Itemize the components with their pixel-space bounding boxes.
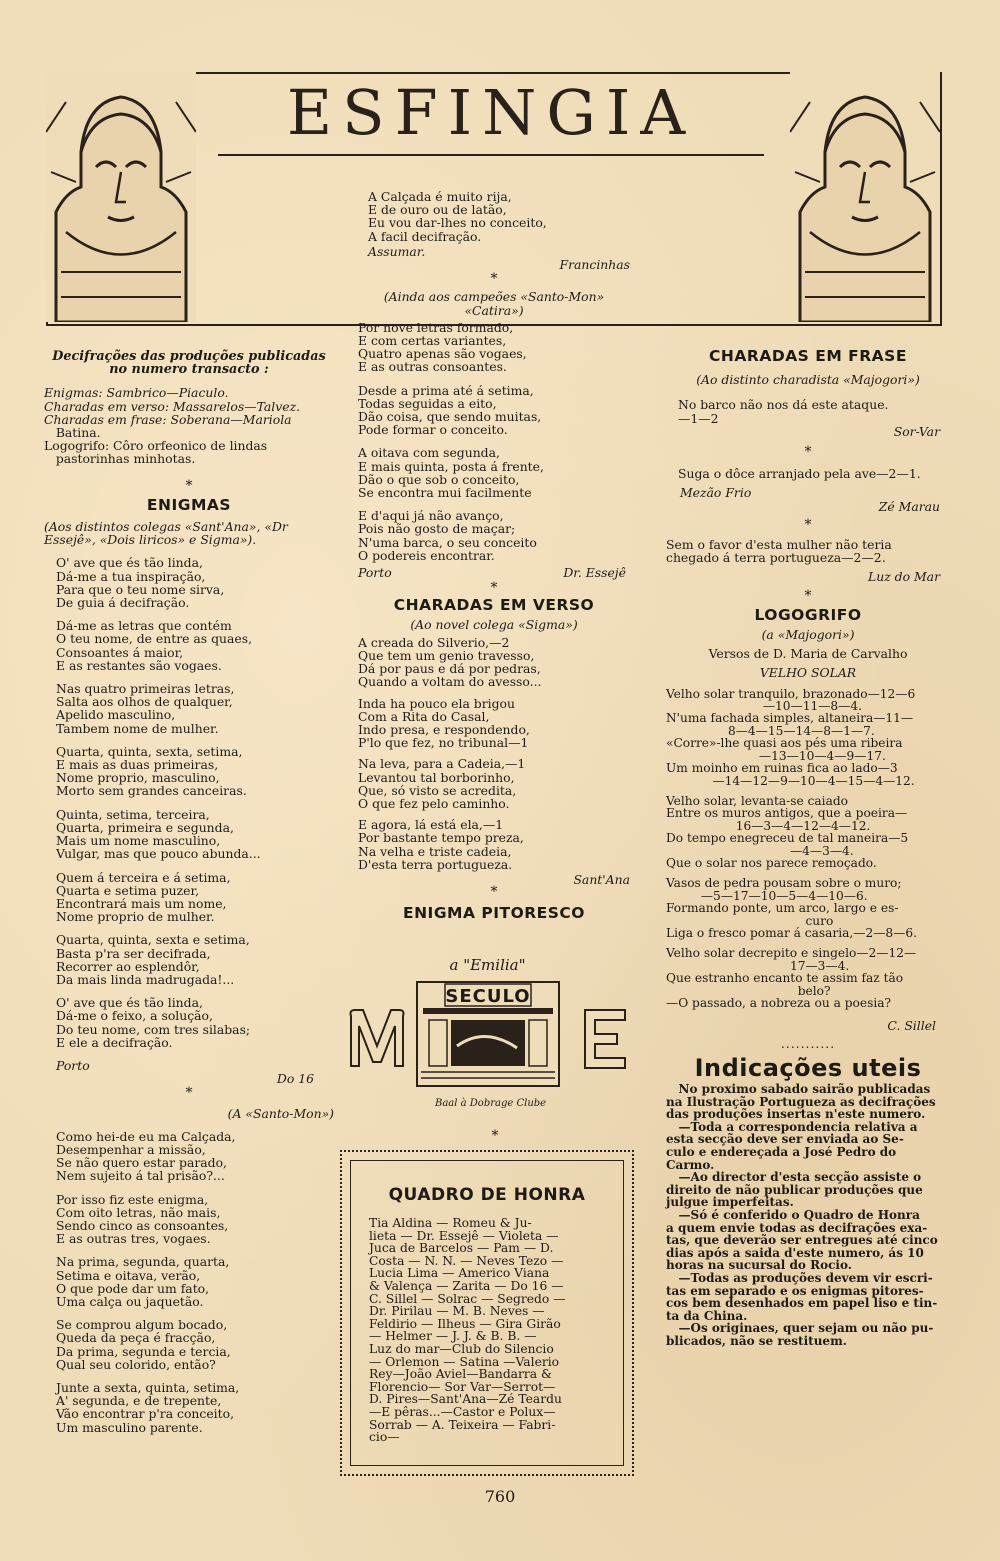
logogrifo-subtitle: Versos de D. Maria de Carvalho xyxy=(708,646,908,662)
charada-stanza: Na leva, para a Cadeia,—1 Levantou tal borborinho, Que, só visto se acredita, O que fez pelo caminho. xyxy=(358,756,526,811)
logogrifo-heading: LOGOGRIFO xyxy=(754,605,862,624)
honour-line: & Valença — Zarita — Do 16 — xyxy=(369,1278,564,1293)
honour-line: Rey—João Aviel—Bandarra & xyxy=(369,1367,552,1382)
quadro-de-honra-heading: QUADRO DE HONRA xyxy=(388,1185,586,1205)
indicacoes-text xyxy=(666,1083,950,1347)
poem-line: —5—17—10—5—4—10—6. xyxy=(666,888,868,903)
indicacoes-line: esta secção deve ser enviada ao Se- xyxy=(666,1132,904,1147)
enigma-signature: Dr. Essejê xyxy=(563,565,626,581)
honour-line: — Helmer — J. J. & B. B. — xyxy=(369,1329,537,1344)
poem-line: —10—11—8—4. xyxy=(666,699,862,714)
honour-line: Lucia Lima — Americo Viana xyxy=(369,1266,550,1281)
enigma-stanza: Junte a sexta, quinta, setima, A' segunda, e de trepente, Vão encontrar p'ra conceito, Um masculino parente. xyxy=(56,1380,240,1435)
indicacoes-line: —Só é conferido o Quadro de Honra xyxy=(666,1207,920,1222)
charadas-frase-heading: CHARADAS EM FRASE xyxy=(709,347,907,365)
indicacoes-line: direito de não publicar produções que xyxy=(666,1182,923,1197)
middle-column xyxy=(358,190,630,921)
indicacoes-line: Carmo. xyxy=(666,1157,715,1172)
honour-line: lieta — Dr. Essejê — Violeta — xyxy=(369,1228,559,1243)
enigma-dedication: (A «Santo-Mon») xyxy=(227,1105,334,1121)
logogrifo-poem-title: VELHO SOLAR xyxy=(759,665,857,681)
enigma-signature: Do 16 xyxy=(276,1071,314,1087)
right-column xyxy=(666,347,950,1348)
charada-stanza: E agora, lá está ela,—1 Por bastante tempo preza, Na velha e triste cadeia, D'esta terra portugueza. xyxy=(358,817,524,872)
indicacoes-line: ta da China. xyxy=(666,1308,748,1323)
sphinx-right-illustration xyxy=(790,72,940,322)
poem-line: —O passado, a nobreza ou a poesia? xyxy=(666,996,892,1010)
decifracoes-line: pastorinhas minhotas. xyxy=(44,451,196,467)
enigma-stanza: Por isso fiz este enigma, Com oito letras, não mais, Sendo cinco as consoantes, E as outras tres, vogaes. xyxy=(56,1191,229,1247)
indicacoes-line: blicados, não se restituem. xyxy=(666,1333,847,1348)
honour-line: — Orlemon — Satina —Valerio xyxy=(369,1354,560,1369)
poem-line: Velho solar, levanta-se caiado xyxy=(666,793,848,808)
enigmas-heading: ENIGMAS xyxy=(146,495,232,514)
poem-line: Liga o fresco pomar á casaria,—2—8—6. xyxy=(666,925,917,940)
enigma-signature-place: Assumar. xyxy=(368,243,426,259)
enigma-stanza: O' ave que és tão linda, Dá-me a tua inspiração, Para que o teu nome sirva, De guia á decifração. xyxy=(56,555,225,611)
poem-line: Velho solar decrepito e singelo—2—12— xyxy=(666,946,917,961)
charada-signature: Sor-Var xyxy=(893,423,940,439)
quadro-de-honra-inner xyxy=(350,1160,624,1466)
indicacoes-line: julgue imperfeitas. xyxy=(666,1195,794,1210)
title-banner xyxy=(218,72,764,156)
indicacoes-line: horas na sucursal do Rocio. xyxy=(666,1258,852,1273)
poem-line: N'uma fachada simples, altaneira—11— xyxy=(666,711,914,726)
poem-line: «Corre»-lhe quasi aos pés uma ribeira xyxy=(666,736,903,751)
enigma-signature-place: Porto xyxy=(358,565,392,581)
honour-line: Dr. Pirilau — M. B. Neves — xyxy=(369,1304,545,1319)
separator-star: * xyxy=(490,271,498,288)
indicacoes-line: das produções insertas n'este numero. xyxy=(666,1107,926,1122)
poem-line: Entre os muros antigos, que a poeira— xyxy=(666,806,908,821)
honour-line: Luz do mar—Club do Silencio xyxy=(369,1341,554,1356)
poem-line: Um moinho em ruinas fica ao lado—3 xyxy=(666,761,898,776)
charada-signature: Luz do Mar xyxy=(867,569,940,585)
honour-line: Juca de Barcelos — Pam — D. xyxy=(369,1241,554,1256)
enigmas-dedication: (Aos distintos colegas «Sant'Ana», «Dr Essejê», «Dois liricos» e Sigma»). xyxy=(44,519,288,548)
enigma-dedication: (Ainda aos campeões «Santo-Mon» «Catira») xyxy=(383,289,605,318)
charada-stanza: A creada do Silverio,—2 Que tem um genio travesso, Dá por paus e dá por pedras, Quando a voltam do avesso... xyxy=(358,634,542,690)
quadro-de-honra-box xyxy=(340,1150,634,1476)
logogrifo-dedication: (a «Majogori») xyxy=(761,627,855,643)
decifracoes-line: Charadas em verso: Massarelos—Talvez. xyxy=(44,398,301,414)
decifracoes-line: Batina. xyxy=(44,425,101,441)
honour-line: Costa — N. N. — Neves Tezo — xyxy=(369,1253,564,1268)
indicacoes-line: cos bem desenhados em papel liso e tin- xyxy=(666,1296,938,1311)
poem-line: Formando ponte, um arco, largo e es- xyxy=(666,901,899,916)
charada-frase: No barco não nos dá este ataque. —1—2 xyxy=(678,397,889,426)
indicacoes-line: culo e endereçada a José Pedro do xyxy=(666,1144,897,1159)
poem-line: belo? xyxy=(666,983,831,998)
poem-line: 16—3—4—12—4—12. xyxy=(666,818,871,833)
enigma-stanza: Nas quatro primeiras letras, Salta aos olhos de qualquer, Apelido masculino, Tambem nome de mulher. xyxy=(56,681,235,736)
enigma-signature: Francinhas xyxy=(559,257,630,273)
separator-star: * xyxy=(490,580,498,597)
enigma-stanza: Por nove letras formado, E com certas variantes, Quatro apenas são vogaes, E as outras consoantes. xyxy=(358,319,527,375)
decifracoes-line: Logogrifo: Côro orfeonico de lindas xyxy=(44,438,268,454)
honour-line: Florencio— Sor Var—Serrot— xyxy=(369,1379,556,1394)
indicacoes-line: na Ilustração Portugueza as decifrações xyxy=(666,1094,936,1109)
enigma-stanza: Na prima, segunda, quarta, Setima e oitava, verão, O que pode dar um fato, Uma calça ou jaquetão. xyxy=(56,1254,230,1309)
separator-star: * xyxy=(185,477,193,494)
indicacoes-line: —Ao director d'esta secção assiste o xyxy=(666,1170,922,1185)
enigma-stanza: A Calçada é muito rija, E de ouro ou de latão, Eu vou dar-lhes no conceito, A facil decifração. xyxy=(368,189,547,244)
indicacoes-line: —Os originaes, quer sejam ou não pu- xyxy=(666,1321,934,1336)
section-divider: ........... xyxy=(780,1035,836,1051)
pitoresco-credit: Baal à Dobrage Clube xyxy=(435,1098,547,1109)
honour-line: —E pêras...—Castor e Polux— xyxy=(369,1404,556,1419)
enigma-stanza: O' ave que és tão linda, Dá-me o feixo, a solução, Do teu nome, com tres silabas; E ele a decifração. xyxy=(56,995,251,1050)
charada-signature-place: Mezão Frio xyxy=(680,485,752,501)
pitoresco-word: SECULO xyxy=(445,986,531,1007)
enigma-stanza: Dá-me as letras que contém O teu nome, de entre as quaes, Consoantes á maior, E as restantes são vogaes. xyxy=(56,618,253,673)
masthead-title: ESFINGIA xyxy=(286,76,696,149)
enigma-stanza: Quinta, setima, terceira, Quarta, primeira e segunda, Mais um nome masculino, Vulgar, mas que pouco abunda... xyxy=(56,806,261,862)
decifracoes-title: Decifrações das produções publicadas no numero transacto : xyxy=(52,349,326,378)
left-column xyxy=(44,350,334,1434)
logogrifo-poem xyxy=(666,688,950,1010)
enigma-stanza: Como hei-de eu ma Calçada, Desempenhar a missão, Se não quero estar parado, Nem sujeito á tal prisão?... xyxy=(56,1128,236,1184)
separator-star: * xyxy=(490,884,498,901)
enigma-pitoresco-illustration xyxy=(345,956,630,1116)
honour-line: Tia Aldina — Romeu & Ju- xyxy=(369,1216,532,1230)
poem-line: Que o solar nos parece remoçado. xyxy=(666,855,877,870)
decifracoes-line: Enigmas: Sambrico—Piaculo. xyxy=(44,385,229,401)
indicacoes-line: tas, que deverão ser entregues até cinco xyxy=(666,1233,938,1248)
enigma-stanza: Quarta, quinta, sexta, setima, E mais as duas primeiras, Nome proprio, masculino, Morto sem grandes canceiras. xyxy=(56,743,247,799)
honour-line: C. Sillel — Solrac — Segredo — xyxy=(369,1291,566,1306)
indicacoes-line: a quem envie todas as decifrações exa- xyxy=(666,1220,928,1235)
separator-star: * xyxy=(804,587,812,604)
charadas-verso-dedication: (Ao novel colega «Sigma») xyxy=(410,617,578,633)
enigma-pitoresco-heading: ENIGMA PITORESCO xyxy=(403,904,585,923)
charadas-verso-heading: CHARADAS EM VERSO xyxy=(393,596,595,615)
enigma-stanza: Quarta, quinta, sexta e setima, Basta p'ra ser decifrada, Recorrer ao esplendôr, Da mais linda madrugada!... xyxy=(56,932,250,987)
charada-frase: Sem o favor d'esta mulher não teria chegado á terra portugueza—2—2. xyxy=(666,537,892,566)
honour-line: cio— xyxy=(369,1430,400,1445)
charadas-frase-dedication: (Ao distinto charadista «Majogori») xyxy=(696,372,920,388)
separator-star: * xyxy=(804,444,812,461)
charada-signature: Sant'Ana xyxy=(573,871,630,887)
enigma-stanza: A oitava com segunda, E mais quinta, posta á frente, Dão o que sob o conceito, Se encontra mui facilmente xyxy=(358,445,544,501)
honour-line: Sorrab — A. Teixeira — Fabri- xyxy=(369,1417,556,1432)
separator-star: * xyxy=(491,1128,499,1144)
honour-line: Feldirio — Ilheus — Gira Girão xyxy=(369,1316,561,1331)
quadro-de-honra-names xyxy=(369,1217,623,1444)
indicacoes-line: dias após a saida d'este numero, ás 10 xyxy=(666,1245,924,1260)
sphinx-left-illustration xyxy=(46,72,196,322)
enigma-stanza: Se comprou algum bocado, Queda da peça é fracção, Da prima, segunda e tercia, Qual seu colorido, então? xyxy=(56,1317,231,1372)
separator-star: * xyxy=(185,1085,193,1102)
indicacoes-line: No proximo sabado sairão publicadas xyxy=(666,1082,931,1097)
enigma-stanza: E d'aqui já não avanço, Pois não gosto de maçar; N'uma barca, o seu conceito O podereis encontrar. xyxy=(358,508,537,563)
poem-line: 8—4—15—14—8—1—7. xyxy=(666,723,875,738)
indicacoes-line: —Todas as produções devem vir escri- xyxy=(666,1270,933,1285)
poem-line: curo xyxy=(666,913,834,928)
indicacoes-line: —Toda a correspondencia relativa a xyxy=(666,1119,918,1134)
page-number: 760 xyxy=(484,1487,516,1506)
poem-line: Que estranho encanto te assim faz tão xyxy=(666,971,904,986)
poem-line: —13—10—4—9—17. xyxy=(666,748,886,763)
enigma-signature-place: Porto xyxy=(56,1057,90,1073)
poem-line: —4—3—4. xyxy=(666,843,854,858)
charada-signature: Zé Marau xyxy=(878,498,940,514)
charada-stanza: Inda ha pouco ela brigou Com a Rita do Casal, Indo presa, e respondendo, P'lo que fez, no tribunal—1 xyxy=(358,695,530,751)
pitoresco-dedication: a "Emilia" xyxy=(449,956,526,974)
indicacoes-line: tas em separado e os enigmas pitores- xyxy=(666,1283,924,1298)
poem-line: Do tempo enegreceu de tal maneira—5 xyxy=(666,831,909,846)
separator-star: * xyxy=(804,516,812,533)
poem-line: —14—12—9—10—4—15—4—12. xyxy=(666,773,915,788)
indicacoes-heading: Indicações uteis xyxy=(694,1053,922,1082)
poem-line: 17—3—4. xyxy=(666,958,850,973)
decifracoes-line: Charadas em frase: Soberana—Mariola xyxy=(44,411,292,427)
poem-line: Velho solar tranquilo, brazonado—12—6 xyxy=(666,686,916,701)
poem-line: Vasos de pedra pousam sobre o muro; xyxy=(666,876,902,891)
enigma-stanza: Desde a prima até á setima, Todas seguidas a eito, Dão coisa, que sendo muitas, Pode formar o conceito. xyxy=(358,382,542,438)
logogrifo-signature: C. Sillel xyxy=(887,1018,936,1034)
honour-line: D. Pires—Sant'Ana—Zé Teardu xyxy=(369,1392,562,1407)
charada-frase: Suga o dôce arranjado pela ave—2—1. xyxy=(678,466,921,482)
enigma-stanza: Quem á terceira e á setima, Quarta e setima puzer, Encontrará mais um nome, Nome proprio de mulher. xyxy=(56,869,231,925)
